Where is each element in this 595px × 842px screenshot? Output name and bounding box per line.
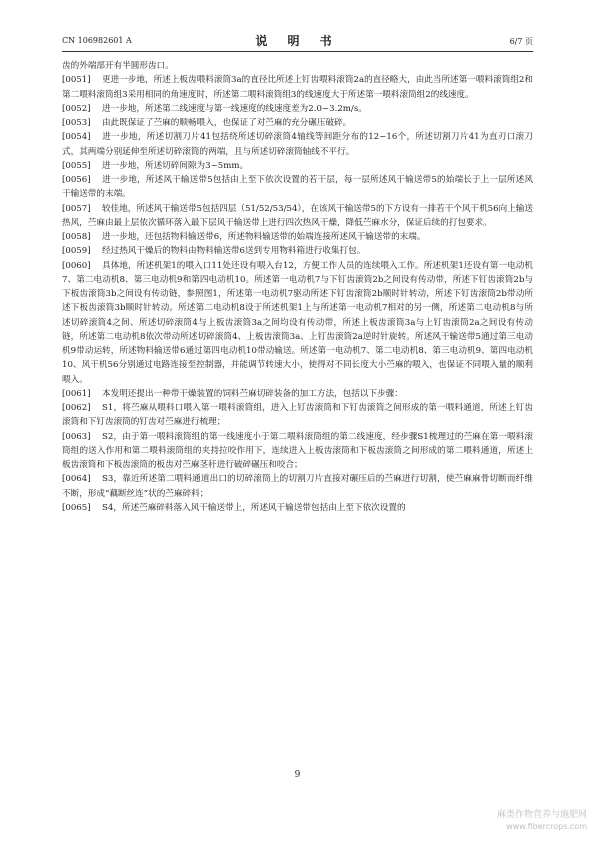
paragraph-number: [0054] xyxy=(62,132,91,143)
paragraph-number: [0051] xyxy=(62,75,91,86)
paragraph-text: 经过热风干燥后的物料由物料输送带6送到专用物料箱进行收集打包。 xyxy=(102,246,366,257)
paragraph-number: [0063] xyxy=(62,431,91,442)
paragraph-text: 进一步地，所述风干输送带5包括由上至下依次设置的若干层，每一层所述风干输送带5的始端长于上一层所述风干输送带的末端。 xyxy=(62,175,533,200)
paragraph-number: [0058] xyxy=(62,232,91,242)
page-indicator: 6/7 页 xyxy=(509,37,533,46)
paragraph xyxy=(62,102,533,116)
paragraph xyxy=(62,501,533,515)
paragraph-text: S2，由于第一喂料滚筒组的第一线速度小于第二喂料滚筒组的第二线速度，经步骤S1梳理过的苎麻在第一喂料滚筒组的送入作用和第二喂料滚筒组的夹持拉咬作用下，连续进入上板齿滚筒和下板齿滚筒之间形成的第二喂料通道，所述上板齿滚筒和下板齿滚筒的板齿对苎麻茎秆进行破碎碾压和咬合； xyxy=(62,431,533,470)
paragraph xyxy=(62,173,533,202)
paragraph-text: 由此既保证了苎麻的顺畅喂入，也保证了对苎麻的充分碾压破碎。 xyxy=(102,118,352,128)
paragraph-text: 更进一步地，所述上板齿喂料滚筒3a的直径比所述上钉齿喂料滚筒2a的直径略大，由此当所述第一喂料滚筒组2和第二喂料滚筒组3采用相同的角速度时，所述第二喂料滚筒组3的线速度大于所述第一喂料滚筒组2的线速度。 xyxy=(62,75,533,100)
paragraph xyxy=(62,259,533,387)
paragraph-number: [0057] xyxy=(62,203,91,214)
paragraph-number: [0059] xyxy=(62,246,91,257)
paragraph-text: 进一步地，所述第二线速度与第一线速度的线速度差为2.0~3.2m/s。 xyxy=(102,103,367,114)
watermark-site-name: 麻类作物营养与施肥网 xyxy=(496,810,587,820)
paragraph xyxy=(62,401,533,430)
document-body xyxy=(62,59,533,515)
section-title: 说 明 书 xyxy=(255,34,340,48)
paragraph xyxy=(62,244,533,258)
paragraph xyxy=(62,472,533,501)
paragraph-number: [0052] xyxy=(62,103,91,114)
paragraph xyxy=(62,59,533,73)
page-number: 9 xyxy=(294,770,301,780)
watermark-url: www.fibercrops.com xyxy=(506,822,587,831)
paragraph-text: 本发明还提出一种带干燥装置的饲料苎麻切碎装备的加工方法，包括以下步骤： xyxy=(102,388,403,399)
paragraph-text: 较佳地，所述风干输送带5包括四层（51/52/53/54），在该风干输送带5的下方设有一排若干个风干机56向上输送热风，苎麻由最上层依次循环落入最下层风干输送带上进行四次热风干燥，降低苎麻水分，保证后续的打包要求。 xyxy=(62,203,533,228)
paragraph-number: [0062] xyxy=(62,403,91,413)
paragraph xyxy=(62,202,533,231)
paragraph xyxy=(62,116,533,130)
page-header xyxy=(62,32,533,48)
paragraph-text: S3，靠近所述第二喂料通道出口的切碎滚筒上的切割刀片直接对碾压后的苎麻进行切割，使苎麻麻骨切断而纤维不断，形成“藕断丝连”状的苎麻碎料； xyxy=(62,474,533,499)
paragraph-number: [0053] xyxy=(62,118,91,128)
header-rule xyxy=(62,51,533,52)
watermark xyxy=(497,810,587,832)
paragraph-number: [0065] xyxy=(62,502,91,513)
paragraph-text: 具体地，所述机架1的喂入口11处还设有喂入台12，方便工作人员的连续喂入工作。所述机架1还设有第一电动机7、第二电动机8、第三电动机9和第四电动机10。所述第一电动机7与下钉齿滚筒2b之间设有传动带，所述下钉齿滚筒2b与下板齿滚筒3b之间设有传动链，参照图1，所述第一电动机7驱动所述下钉齿滚筒2b顺时针转动，所述下钉齿滚筒2b带动所述下板齿滚筒3b顺时针转动。所述第二电动机8设于所述机架1上与所述第一电动机7相对的另一侧，所述第二电动机8与所述切碎滚筒4之间、所述切碎滚筒4与上板齿滚筒3a之间均设有传动带，所述上板齿滚筒3a与上钉齿滚筒2a之间设有传动链，所述第二电动机8依次带动所述切碎滚筒4、上板齿滚筒3a、上钉齿滚筒2a逆时针旋转。所述风干输送带5通过第三电动机9带动运转，所述物料输送带6通过第四电动机10带动输送。所述第一电动机7、第二电动机8、第三电动机9、第四电动机10、风干机56分别通过电路连接至控制器，并能调节转速大小，使得对不同长度大小苎麻的喂入，也保证不同喂入量的顺利喂入。 xyxy=(62,260,533,385)
paragraph-number: [0056] xyxy=(62,175,91,185)
paragraph-number: [0055] xyxy=(62,160,91,171)
paragraph-number: [0060] xyxy=(62,260,91,271)
paragraph-number: [0064] xyxy=(62,474,91,485)
paragraph-text: 进一步地，所述切割刀片41包括绕所述切碎滚筒4轴线等间距分布的12~16个，所述切割刀片41为直刃口滚刀式，其两端分别延伸至所述切碎滚筒的两端，且与所述切碎滚筒轴线不平行。 xyxy=(62,132,533,157)
paragraph xyxy=(62,230,533,244)
patent-number: CN 106982601 A xyxy=(62,36,132,45)
paragraph-text: S4，所述苎麻碎料落入风干输送带上，所述风干输送带包括由上至下依次设置的 xyxy=(102,502,406,513)
paragraph-text: 进一步地，所述切碎间隙为3~5mm。 xyxy=(102,160,249,171)
paragraph-number: [0061] xyxy=(62,388,91,399)
paragraph xyxy=(62,387,533,401)
paragraph-text: S1，将苎麻从喂料口喂入第一喂料滚筒组，进入上钉齿滚筒和下钉齿滚筒之间形成的第一喂料通道，所述上钉齿滚筒和下钉齿滚筒的钉齿对苎麻进行梳理； xyxy=(62,403,533,428)
paragraph xyxy=(62,73,533,102)
paragraph xyxy=(62,430,533,473)
paragraph-text: 齿的外端部开有半圆形齿口。 xyxy=(62,61,174,71)
paragraph xyxy=(62,159,533,173)
paragraph-text: 进一步地，还包括物料输送带6，所述物料输送带的始端连接所述风干输送带的末端。 xyxy=(102,232,426,242)
paragraph xyxy=(62,130,533,159)
